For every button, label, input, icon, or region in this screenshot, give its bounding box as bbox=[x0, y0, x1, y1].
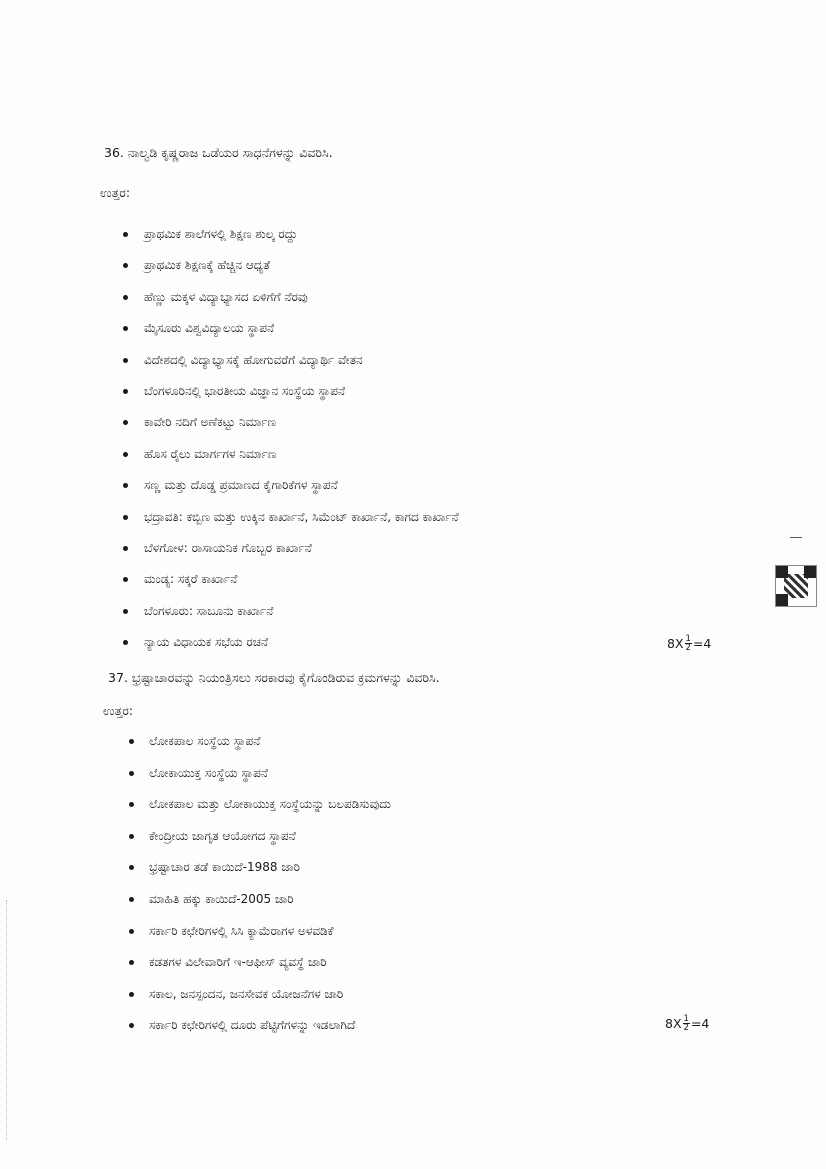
scan-dash-mark bbox=[790, 537, 802, 538]
bullet-icon bbox=[123, 483, 128, 488]
bullet-icon bbox=[123, 515, 128, 520]
bullet-icon bbox=[129, 802, 134, 807]
list-item: ಕೇಂದ್ರೀಯ ಜಾಗೃತ ಆಯೋಗದ ಸ್ಥಾಪನೆ bbox=[149, 828, 296, 843]
list-item: ನ್ಯಾಯ ವಿಧಾಯಕ ಸಭೆಯ ರಚನೆ bbox=[144, 635, 269, 650]
list-item: ಭ್ರಷ್ಟಾಚಾರ ತಡೆ ಕಾಯಿದೆ-1988 ಜಾರಿ bbox=[149, 860, 300, 875]
bullet-icon bbox=[123, 577, 128, 582]
bullet-icon bbox=[123, 326, 128, 331]
list-item: ಸಕಾಲ, ಜನಸ್ಪಂದನ, ಜನಸೇವಕ ಯೋಜನೆಗಳ ಜಾರಿ bbox=[149, 986, 344, 1001]
list-item: ಕಡತಗಳ ವಿಲೇವಾರಿಗೆ ಇ-ಆಫೀಸ್ ವ್ಯವಸ್ಥೆ ಜಾರಿ bbox=[149, 955, 327, 970]
bullet-icon bbox=[123, 609, 128, 614]
fraction-numerator: 1 bbox=[685, 634, 691, 644]
bullet-icon bbox=[123, 389, 128, 394]
marks-fraction bbox=[683, 1015, 690, 1032]
bullet-icon bbox=[129, 865, 134, 870]
list-item: ಹೆಣ್ಣು ಮಕ್ಕಳ ವಿದ್ಯಾಭ್ಯಾಸದ ಏಳಿಗೆಗೆ ನೆರವು bbox=[144, 289, 308, 304]
bullet-icon bbox=[129, 1023, 134, 1028]
list-item: ವಿದೇಶದಲ್ಲಿ ವಿದ್ಯಾಭ್ಯಾಸಕ್ಕೆ ಹೋಗುವರೆಗೆ ವಿದ್ಯಾರ್ಥಿ ವೇತನ bbox=[144, 352, 363, 367]
list-item: ಪ್ರಾಥಮಿಕ ಶಾಲೆಗಳಲ್ಲಿ ಶಿಕ್ಷಣ ಶುಲ್ಕ ರದ್ದು bbox=[144, 227, 298, 241]
bullet-icon bbox=[123, 546, 128, 551]
answer-label-37: ಉತ್ತರ: bbox=[103, 703, 134, 718]
list-item: ಸರ್ಕಾರಿ ಕಛೇರಿಗಳಲ್ಲಿ ದೂರು ಪೆಟ್ಟಿಗೆಗಳನ್ನು ಇಡಲಾಗಿದೆ bbox=[149, 1018, 356, 1033]
list-item: ಲೋಕಪಾಲ ಮತ್ತು ಲೋಕಾಯುಕ್ತ ಸಂಸ್ಥೆಯನ್ನು ಬಲಪಡಿಸುವುದು bbox=[149, 797, 391, 812]
bullet-icon bbox=[123, 295, 128, 300]
list-item: ಲೋಕಪಾಲ ಸಂಸ್ಥೆಯ ಸ್ಥಾಪನೆ bbox=[149, 734, 261, 748]
question-37: 37. ಭ್ರಷ್ಟಾಚಾರವನ್ನು ನಿಯಂತ್ರಿಸಲು ಸರಕಾರವು ಕೈಗೊಂಡಿರುವ ಕ್ರಮಗಳನ್ನು ವಿವರಿಸಿ. bbox=[108, 670, 440, 685]
marks-37 bbox=[665, 1015, 709, 1032]
qr-code-icon bbox=[775, 565, 817, 607]
marks-36 bbox=[667, 635, 711, 652]
marks-fraction bbox=[685, 635, 692, 652]
list-item: ಮಾಹಿತಿ ಹಕ್ಕು ಕಾಯಿದೆ-2005 ಜಾರಿ bbox=[149, 892, 294, 906]
fraction-denominator: 2 bbox=[685, 643, 691, 653]
bullet-icon bbox=[129, 960, 134, 965]
bullet-icon bbox=[123, 420, 128, 425]
list-item: ಭದ್ರಾವತಿ: ಕಬ್ಬಿಣ ಮತ್ತು ಉಕ್ಕಿನ ಕಾರ್ಖಾನೆ, ಸಿಮೆಂಟ್ ಕಾರ್ಖಾನೆ, ಕಾಗದ ಕಾರ್ಖಾನೆ bbox=[144, 509, 459, 524]
bullet-icon bbox=[123, 263, 128, 268]
list-item: ಬೆಳಗೋಳ: ರಾಸಾಯನಿಕ ಗೊಬ್ಬರ ಕಾರ್ಖಾನೆ bbox=[144, 541, 312, 555]
bullet-icon bbox=[129, 771, 134, 776]
bullet-icon bbox=[123, 232, 128, 237]
list-item: ಬೆಂಗಳೂರಿನಲ್ಲಿ ಭಾರತೀಯ ವಿಜ್ಞಾನ ಸಂಸ್ಥೆಯ ಸ್ಥಾಪನೆ bbox=[144, 384, 346, 398]
fraction-denominator: 2 bbox=[683, 1023, 689, 1033]
list-item: ಕಾವೇರಿ ನದಿಗೆ ಅಣೆಕಟ್ಟು ನಿರ್ಮಾಣ bbox=[144, 415, 277, 430]
bullet-icon bbox=[123, 452, 128, 457]
question-36: 36. ನಾಲ್ವಡಿ ಕೃಷ್ಣರಾಜ ಒಡೆಯರ ಸಾಧನೆಗಳನ್ನು ವಿವರಿಸಿ. bbox=[104, 145, 333, 160]
bullet-icon bbox=[129, 992, 134, 997]
bullet-icon bbox=[129, 897, 134, 902]
bullet-icon bbox=[129, 739, 134, 744]
marks-suffix: =4 bbox=[692, 636, 712, 651]
bullet-icon bbox=[123, 640, 128, 645]
bullet-icon bbox=[129, 834, 134, 839]
list-item: ಮೈಸೂರು ವಿಶ್ವವಿದ್ಯಾಲಯ ಸ್ಥಾಪನೆ bbox=[144, 321, 275, 336]
marks-suffix: =4 bbox=[690, 1016, 710, 1031]
scan-margin-mark bbox=[6, 900, 8, 1140]
list-item: ಲೋಕಾಯುಕ್ತ ಸಂಸ್ಥೆಯ ಸ್ಥಾಪನೆ bbox=[149, 765, 268, 780]
fraction-numerator: 1 bbox=[683, 1014, 689, 1024]
list-item: ಬೆಂಗಳೂರು: ಸಾಬೂನು ಕಾರ್ಖಾನೆ bbox=[144, 603, 274, 618]
answer-label-36: ಉತ್ತರ: bbox=[100, 185, 131, 200]
list-item: ಪ್ರಾಥಮಿಕ ಶಿಕ್ಷಣಕ್ಕೆ ಹೆಚ್ಚಿನ ಆಧ್ಯತೆ bbox=[144, 258, 271, 273]
list-item: ಮಂಡ್ಯ: ಸಕ್ಕರೆ ಕಾರ್ಖಾನೆ bbox=[144, 572, 238, 587]
bullet-icon bbox=[129, 929, 134, 934]
list-item: ಸಣ್ಣ ಮತ್ತು ದೊಡ್ಡ ಪ್ರಮಾಣದ ಕೈಗಾರಿಕೆಗಳ ಸ್ಥಾಪನೆ bbox=[144, 478, 338, 493]
marks-prefix: 8X bbox=[667, 636, 684, 651]
list-item: ಸರ್ಕಾರಿ ಕಛೇರಿಗಳಲ್ಲಿ ಸಿಸಿ ಕ್ಯಾಮೆರಾಗಳ ಅಳವಡಿಕೆ bbox=[149, 923, 334, 938]
marks-prefix: 8X bbox=[665, 1016, 682, 1031]
list-item: ಹೊಸ ರೈಲು ಮಾರ್ಗಗಳ ನಿರ್ಮಾಣ bbox=[144, 446, 277, 461]
bullet-icon bbox=[123, 358, 128, 363]
